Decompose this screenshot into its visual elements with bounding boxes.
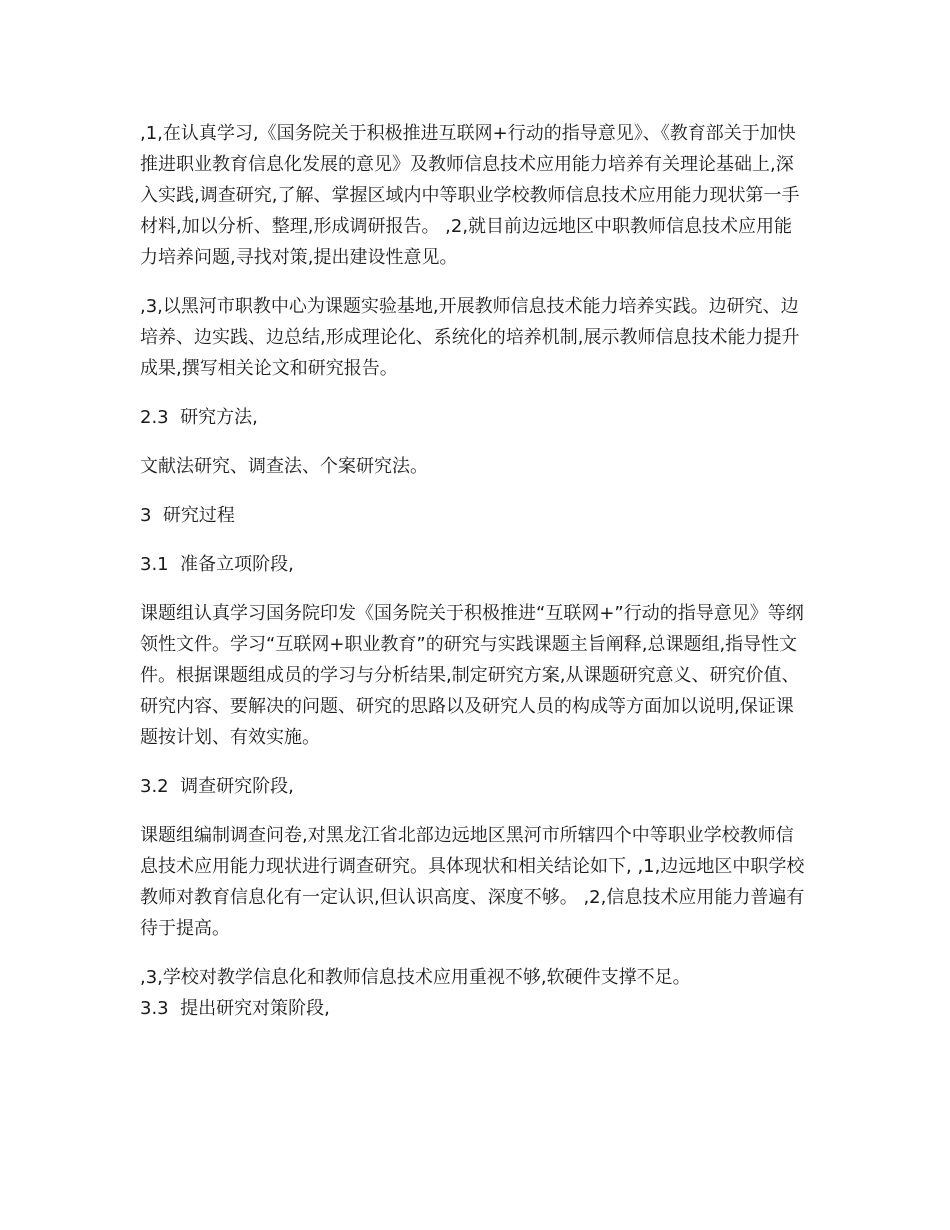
heading-countermeasure-stage: 3.3 提出研究对策阶段, bbox=[140, 998, 330, 1019]
paragraph-research-content-1-2: ,1,在认真学习,《国务院关于积极推进互联网+行动的指导意见》、《教育部关于加快推进职业教育信息化发展的意见》及教师信息技术应用能力培养有关理论基础上,深入实践,调查研究,了解、掌握区域内中等职业学校教师信息技术应用能力现状第一手材料,加以分析、整理,形成调研报告。 ,2,就目前边远地区中职教师信息技术应用能力培养问题,寻找对策,提出建设性意见。 bbox=[140, 123, 800, 268]
heading-research-methods: 2.3 研究方法, bbox=[140, 407, 258, 428]
heading-preparation-stage: 3.1 准备立项阶段, bbox=[140, 554, 294, 575]
heading-survey-stage: 3.2 调查研究阶段, bbox=[140, 776, 294, 797]
paragraph-preparation-stage: 课题组认真学习国务院印发《国务院关于积极推进“互联网+”行动的指导意见》等纲领性文件。学习“互联网+职业教育”的研究与实践课题主旨阐释,总课题组,指导性文件。根据课题组成员的学习与分析结果,制定研究方案,从课题研究意义、研究价值、研究内容、要解决的问题、研究的思路以及研究人员的构成等方面加以说明,保证课题按计划、有效实施。 bbox=[140, 603, 804, 748]
paragraph-survey-stage: 课题组编制调查问卷,对黑龙江省北部边远地区黑河市所辖四个中等职业学校教师信息技术应用能力现状进行调查研究。具体现状和相关结论如下, ,1,边远地区中职学校教师对教育信息化有一定认识,但认识高度、深度不够。 ,2,信息技术应用能力普遍有待于提高。 bbox=[140, 825, 805, 939]
document-body bbox=[140, 118, 810, 1024]
paragraph-research-content-3: ,3,以黑河市职教中心为课题实验基地,开展教师信息技术能力培养实践。边研究、边培养、边实践、边总结,形成理论化、系统化的培养机制,展示教师信息技术能力提升成果,撰写相关论文和研究报告。 bbox=[140, 296, 800, 379]
heading-research-process: 3 研究过程 bbox=[140, 505, 235, 526]
paragraph-research-methods: 文献法研究、调查法、个案研究法。 bbox=[140, 456, 428, 477]
paragraph-survey-conclusion-3: ,3,学校对教学信息化和教师信息技术应用重视不够,软硬件支撑不足。 bbox=[140, 967, 691, 988]
